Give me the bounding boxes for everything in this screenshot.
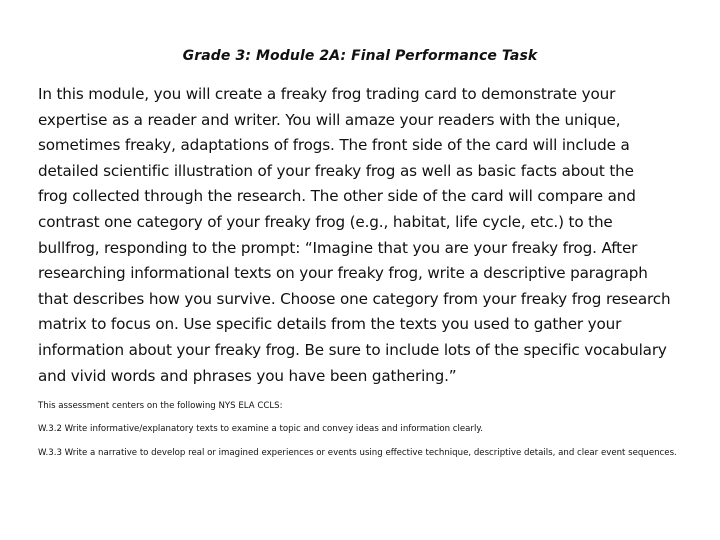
paragraph-line: frog collected through the research. The other side of the card will compare and — [38, 187, 636, 206]
paragraph-line: In this module, you will create a freaky frog trading card to demonstrate your — [38, 85, 616, 103]
standards-section — [38, 400, 698, 471]
paragraph-line: researching informational texts on your freaky frog, write a descriptive paragraph — [38, 264, 648, 283]
standard-w33: W.3.3 Write a narrative to develop real or imagined experiences or events using effective technique, descriptive details, and clear event sequences. — [38, 448, 677, 458]
paragraph-line: detailed scientific illustration of your freaky frog as well as basic facts about the — [38, 161, 634, 180]
paragraph-line: expertise as a reader and writer. You will amaze your readers with the unique, — [38, 110, 621, 129]
paragraph-line: matrix to focus on. Use specific details from the texts you used to gather your — [38, 315, 622, 334]
paragraph-line: contrast one category of your freaky frog (e.g., habitat, life cycle, etc.) to the — [38, 212, 613, 231]
paragraph-line: and vivid words and phrases you have been gathering.” — [38, 366, 457, 385]
paragraph-line: bullfrog, responding to the prompt: “Imagine that you are your freaky frog. After — [38, 238, 638, 257]
paragraph-line: that describes how you survive. Choose one category from your freaky frog research — [38, 289, 671, 308]
paragraph-line: information about your freaky frog. Be sure to include lots of the specific vocabulary — [38, 340, 667, 359]
standard-w32: W.3.2 Write informative/explanatory texts to examine a topic and convey ideas and information clearly. — [38, 424, 483, 434]
standards-intro: This assessment centers on the following NYS ELA CCLS: — [38, 401, 283, 411]
paragraph-line: sometimes freaky, adaptations of frogs. The front side of the card will include a — [38, 136, 630, 155]
page-title: Grade 3: Module 2A: Final Performance Task — [182, 48, 538, 64]
task-description — [38, 82, 714, 389]
